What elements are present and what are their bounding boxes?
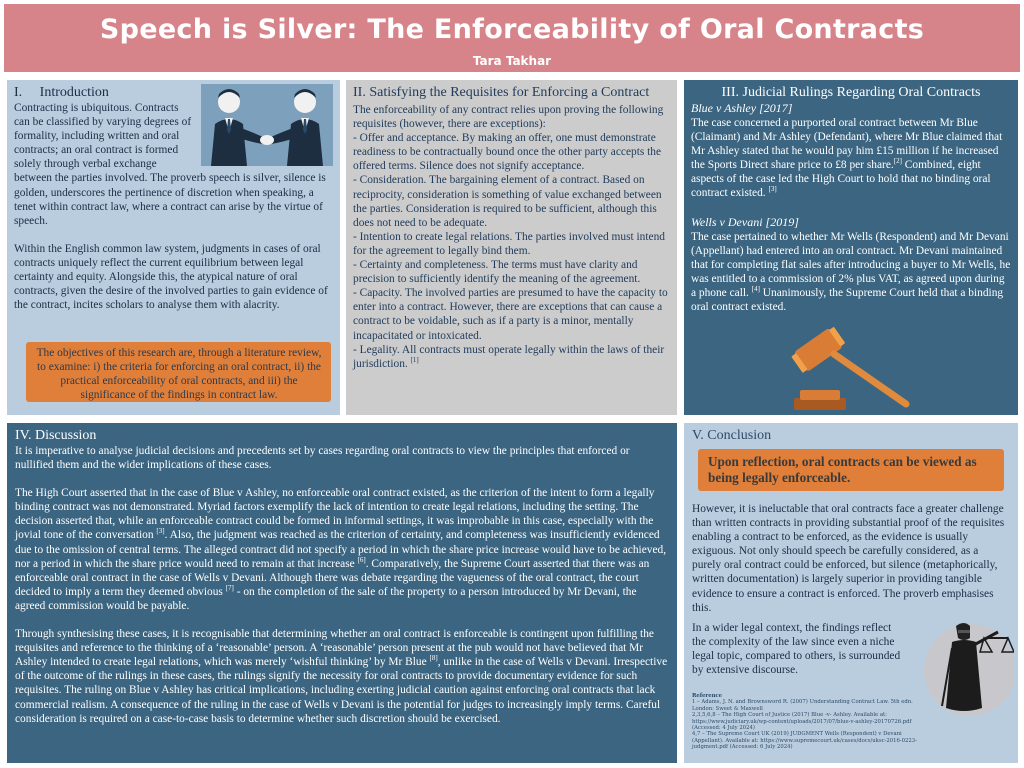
conclusion-highlight-text: Upon reflection, oral contracts can be viewed as being legally enforceable. — [708, 454, 977, 485]
discussion-paragraph-2: The High Court asserted that in the case of Blue v Ashley, no enforceable oral contract existed, as the criterion of the intent to form a legally binding contract was not demonstrated. Myriad factors exemplify the lack of intention to create legal relations, including the setting. The decision asserted that, while an enforceable contract could be formed in informal settings, it was improbable in this case, especially with the jovial tone of the conversation [3]. Also, the judgment was reached as the criterion of certainty, and completeness was insufficiently evidenced due to the omission of central terms. The alleged contract did not specify a period in which the share price increase would have to be achieved, nor a period in which the share price would need to remain at that increase [6]. Comparatively, the Supreme Court asserted that there was an enforceable oral contract in the case of Wells v Devani. Although there was debate regarding the vagueness of the oral contract, the court decided to imply a term they deemed obvious [7] - on the completion of the sale of the property to a person introduced by Mr Devani, the agreed commission would be payable. — [15, 487, 667, 612]
objectives-text: The objectives of this research are, through a literature review, to examine: i) the criteria for enforcing an oral contract, ii) the practical enforceability of oral contracts, and iii) the significance of the findings in contract law. — [36, 347, 322, 402]
reference-1: [1] — [410, 355, 419, 364]
rulings-panel — [684, 80, 1018, 415]
conclusion-paragraph-2: In a wider legal context, the findings reflect the complexity of the law since even a niche legal topic, compared to others, is surrounded by extensive discourse. — [692, 621, 901, 677]
gavel-icon — [784, 318, 914, 413]
conclusion-paragraph-1: However, it is ineluctable that oral contracts face a greater challenge than written contracts in providing substantial proof of the requisites enabling a contract to be enforced, as the evidence is usually exiguous. Not only should speech be carefully considered, as a purely oral contract could be enforced, but silence (metaphorically, written documentation) is largely superior in providing tangible evidence to ensure a contract is enforced. The proverb emphasises this. — [692, 503, 1005, 614]
requisite-certainty: - Certainty and completeness. The terms must have clarity and precision to sufficiently identify the meaning of the agreement. — [353, 259, 641, 286]
poster-author: Tara Takhar — [472, 54, 552, 68]
reference-entry: 4,7 – The Supreme Court UK (2019) JUDGMENT Wells (Respondent) v Devani (Appellant). Available at: https://www.supremecourt.uk/cases/docs/uksc-2016-0223-judgment.pdf (Accessed: 6 July 2024) — [692, 731, 917, 751]
requisite-intention: - Intention to create legal relations. The parties involved must intend for the agreement to legally bind them. — [353, 230, 665, 257]
requisite-capacity: - Capacity. The involved parties are presumed to have the capacity to enter into a contract. However, there are exceptions that can cause a contract to be voidable, such as if a party is a minor, mentally incapacitated or intoxicated. — [353, 287, 668, 342]
case-blue-v-ashley-title: Blue v Ashley [2017] — [691, 101, 793, 115]
discussion-paragraph-1: It is imperative to analyse judicial decisions and precedents set by cases regarding oral contracts to view the principles that enforced or nullified them and the wider implications of these cases. — [15, 445, 630, 472]
case-blue-v-ashley-text: The case concerned a purported oral contract between Mr Blue (Claimant) and Mr Ashley (Defendant), where Mr Blue claimed that Mr Ashley stated that he would pay him £15 million if he increased the Sports Direct share price to £8 per share.[2] Combined, eight aspects of the case led the High Court to hold that no binding oral contract existed. [3] — [691, 117, 1003, 200]
requisite-offer: - Offer and acceptance. By making an offer, one must demonstrate readiness to be contractually bound once the other party accepts the offered terms. Silence does not signify acceptance. — [353, 132, 662, 173]
poster-header — [4, 4, 1020, 72]
introduction-panel — [7, 80, 340, 415]
requisite-legality: - Legality. All contracts must operate legally within the laws of their jurisdiction. [1] — [353, 343, 665, 370]
handshake-illustration — [201, 84, 333, 166]
handshake-icon — [201, 84, 333, 166]
case-wells-v-devani-title: Wells v Devani [2019] — [691, 214, 799, 229]
requisites-panel — [346, 80, 677, 415]
discussion-paragraph-3: Through synthesising these cases, it is recognisable that determining whether an oral contract is enforceable is contingent upon fulfilling the requisites and reference to the thinking of a ‘reasonable’ person. A ‘reasonable’ person present at the pub would not have believed that Mr Ashley intended to create legal relations, which was merely ‘wishful thinking’ by Mr Blue [8], unlike in the case of Wells v Devani. Irrespective of the outcome of the rulings in these cases, the rulings signify the necessity for oral contracts to provide documentary evidence for such requisites. The ruling on Blue v Ashley has critical implications, including exerting judicial caution against enforcing oral contracts that lack commercial realism. A consequence of the ruling in the case of Wells v Devani is the potential for judges to increasingly imply terms. Careful consideration is required on a case-to-case basis to determine whether such discretion should be exercised. — [15, 628, 668, 725]
requisites-intro: The enforceability of any contract relies upon proving the following requisites (however, there are exceptions): — [353, 104, 664, 131]
references-title: Reference — [692, 693, 723, 699]
conclusion-heading: V. Conclusion — [692, 428, 772, 443]
introduction-heading: I. Introduction — [14, 85, 109, 100]
poster-title: Speech is Silver: The Enforceability of Oral Contracts — [99, 14, 925, 45]
requisites-heading: II. Satisfying the Requisites for Enforcing a Contract — [353, 85, 650, 100]
references-list — [692, 693, 928, 751]
conclusion-panel — [684, 423, 1018, 763]
reference-entry: 2,3,5,6,8 – The High Court of Justice (2017) Blue -v- Ashley. Available at: https://www.judiciary.uk/wp-content/uploads/2017/07/blue-v-ashley-20170726.pdf (Accessed: 4 July 2024) — [692, 712, 912, 732]
rulings-heading: III. Judicial Rulings Regarding Oral Contracts — [721, 85, 981, 100]
requisite-consideration: - Consideration. The bargaining element of a contract. Based on reciprocity, consideration is something of value exchanged between the parties. Consideration is required to be sufficient, although this does not need to be adequate. — [353, 174, 662, 229]
discussion-panel — [7, 423, 677, 763]
intro-paragraph-2: Within the English common law system, judgments in cases of oral contracts uniquely reflect the current equilibrium between legal certainty and equity. Alongside this, the atypical nature of oral contracts, given the desire of the involved parties to gain evidence of the contract, incites scholars to analyse them with alacrity. — [14, 242, 328, 312]
intro-paragraph-1: Contracting is ubiquitous. Contracts can be classified by varying degrees of formality, including written and oral contracts; an oral contract is formed solely through verbal exchange between the parties involved. The proverb speech is silver, silence is golden, underscores the pertinence of discretion when speaking, a tenet within contract law, where a contract can arise by the virtue of speech. — [14, 102, 326, 227]
reference-entry: 1 – Adams, J. N. and Brownsword R. (2007) Understanding Contract Law. 5th edn. London: Sweet & Maxwell — [692, 699, 913, 712]
case-wells-v-devani-text: The case pertained to whether Mr Wells (Respondent) and Mr Devani (Appellant) had entered into an oral contract. Mr Devani maintained that for completing flat sales after introducing a buyer to Mr Wells, he was entitled to a commission of 2% plus VAT, as agreed upon during a phone call. [4] Unanimously, the Supreme Court held that a binding oral contract existed. — [691, 230, 1011, 314]
discussion-heading: IV. Discussion — [15, 428, 97, 443]
